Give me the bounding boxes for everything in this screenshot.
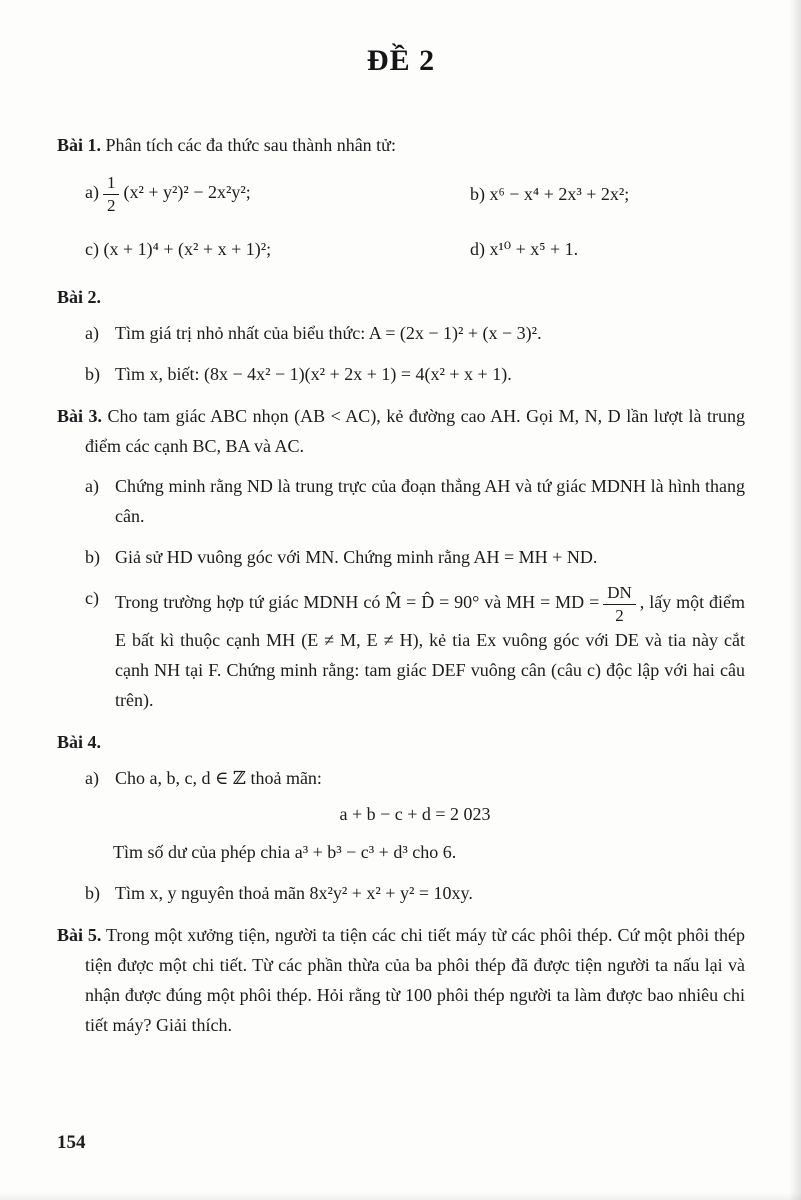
problem-1-row-2 [57,234,745,264]
item-c-text-after-fraction: , lấy một điểm E bất kì thuộc cạnh MH (E ≠ M, E ≠ H), kẻ tia Ex vuông góc với DE và tia này cắt cạnh NH tại F. Chứng minh rằng: tam giác DEF vuông cân (câu c) độc lập với hai câu trên). [115,592,745,711]
problem-4 [57,727,745,908]
item-label: b) [85,364,100,384]
item-a-expression: (x² + y²)² − 2x²y²; [123,182,251,203]
problem-1-row-1 [57,170,745,218]
problem-1 [57,130,745,264]
problem-4-label: Bài 4. [57,732,102,753]
problem-3-item-a [85,471,745,531]
fraction-dn-over-2 [603,583,636,625]
item-label: b) [85,547,100,567]
problem-5 [57,920,745,1040]
item-label: c) [85,588,99,608]
problem-5-text [57,920,745,1040]
item-text: Chứng minh rằng ND là trung trực của đoạn thẳng AH và tứ giác MDNH là hình thang cân. [115,476,745,526]
fraction-denominator: 2 [106,195,116,215]
problem-1-item-d: d) x¹⁰ + x⁵ + 1. [470,239,579,259]
item-text: Giả sử HD vuông góc với MN. Chứng minh rằng AH = MH + ND. [115,547,598,567]
problem-3-item-b [85,542,745,572]
item-text: Tìm x, y nguyên thoả mãn 8x²y² + x² + y² = 10xy. [115,883,473,904]
item-text: Cho a, b, c, d ∈ ℤ thoả mãn: [115,768,322,789]
problem-3-intro: Cho tam giác ABC nhọn (AB < AC), kẻ đường cao AH. Gọi M, N, D lần lượt là trung điểm các cạnh BC, BA và AC. [85,406,745,456]
problem-3 [57,401,745,715]
fraction-numerator: 1 [103,173,120,195]
item-text: Tìm giá trị nhỏ nhất của biểu thức: A = (2x − 1)² + (x − 3)². [115,323,542,343]
problem-1-intro: Phân tích các đa thức sau thành nhân tử: [105,135,396,155]
problem-2-items [57,318,745,389]
problem-1-item-c: c) (x + 1)⁴ + (x² + x + 1)²; [85,239,272,259]
item-label: a) [85,768,99,789]
item-label: b) [85,883,100,904]
item-text: Tìm x, biết: (8x − 4x² − 1)(x² + 2x + 1) = 4(x² + x + 1). [115,364,512,384]
problem-4-items [57,763,745,908]
problem-2 [57,282,745,389]
problem-5-body: Trong một xưởng tiện, người ta tiện các chi tiết máy từ các phôi thép. Cứ một phôi thép tiện được một chi tiết. Từ các phần thừa của ba phôi thép đã được tiện người ta nấu lại và nhận được đúng một phôi thép. Hỏi rằng từ 100 phôi thép người ta làm được bao nhiêu chi tiết máy? Giải thích. [85,925,745,1036]
item-c-text-before-fraction: Trong trường hợp tứ giác MDNH có M̂ = D̂ = 90° và MH = MD = [115,592,600,613]
problem-3-item-c [85,583,745,715]
page-number: 154 [57,1132,86,1153]
page-title: ĐỀ 2 [366,44,436,77]
problem-5-label: Bài 5. [57,925,102,946]
item-label: a) [85,323,99,343]
problem-1-item-a [85,173,470,215]
problem-2-item-a [85,318,745,348]
problem-4-item-b [85,878,745,908]
problem-1-item-b: b) x⁶ − x⁴ + 2x³ + 2x²; [470,184,630,204]
problem-1-heading [57,130,745,160]
problem-4-item-a [85,763,745,793]
problem-2-label: Bài 2. [57,287,102,307]
fraction-denominator: 2 [615,605,624,625]
item-a-prefix: a) [85,182,99,203]
problem-3-label: Bài 3. [57,406,103,426]
problem-3-heading [57,401,745,461]
problem-4-item-a-note: Tìm số dư của phép chia a³ + b³ − c³ + d³ cho 6. [113,842,457,863]
equation: a + b − c + d = 2 023 [339,804,491,825]
problem-2-item-b [85,359,745,389]
fraction-one-half [103,173,120,215]
problem-1-label: Bài 1. [57,135,102,155]
fraction-numerator: DN [603,583,636,605]
item-label: a) [85,476,99,496]
item-text [115,583,745,715]
problem-3-items [57,471,745,715]
